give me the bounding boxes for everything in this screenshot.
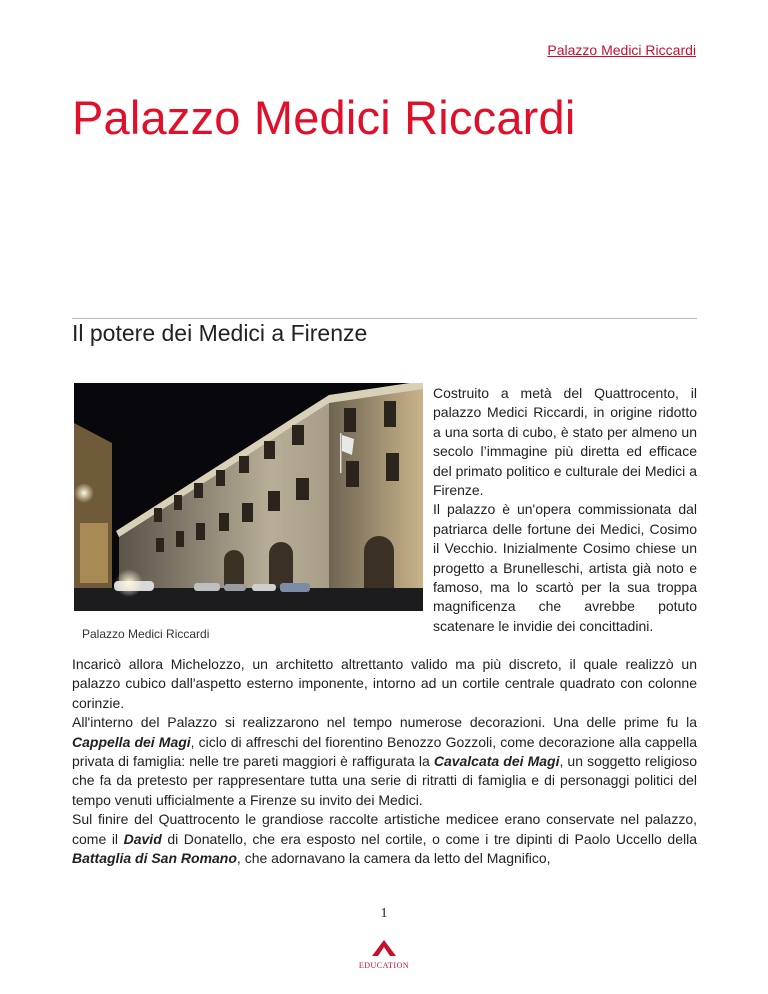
body-paragraph [72,810,697,868]
section-divider [72,318,697,319]
education-logo [355,940,413,970]
emphasis: Cavalcata dei Magi [433,753,560,770]
page-number: 1 [380,906,388,921]
side-paragraph: Costruito a metà del Quattrocento, il palazzo Medici Riccardi, in origine ridotto a una sorta di cubo, è stato per almeno un secolo l’immagine più diretta ed efficace del primato politico e culturale dei Medici a Firenze. [433,385,697,499]
body-paragraph: Incaricò allora Michelozzo, un architetto altrettanto valido ma più discreto, il quale realizzò un palazzo cubico dall'aspetto esterno imponente, intorno ad un cortile centrale quadrato con colonne corinzie. [72,656,697,711]
text-run: di Donatello, che era esposto nel cortile, o come i tre dipinti di Paolo Uccello della [161,830,697,847]
body-text [72,655,697,868]
emphasis: Cappella dei Magi [72,733,191,750]
logo-mark-icon [372,940,396,956]
figure-caption: Palazzo Medici Riccardi [82,627,210,641]
text-run: , ciclo di affreschi del fiorentino Benozzo Gozzoli, come decorazione alla cappella privata di famiglia: nelle tre pareti maggiori è raffigurata la [72,733,697,770]
side-paragraph: Il palazzo è un'opera commissionata dal patriarca delle fortune dei Medici, Cosimo il Vecchio. Inizialmente Cosimo chiese un progetto a Brunelleschi, artista già noto e famoso, ma lo scartò per la sua troppa magnificenza che avrebbe potuto scatenare le invidie dei concittadini. [433,501,697,634]
logo-text: EDUCATION [358,961,410,970]
palazzo-photo [74,383,423,611]
text-run: , che adornavano la camera da letto del Magnifico, [236,850,551,867]
text-run: All'interno del Palazzo si realizzarono nel tempo numerose decorazioni. Una delle prime fu la [72,714,697,731]
body-paragraph [72,713,697,810]
text-run: Sul finire del Quattrocento le grandiose raccolte artistiche medicee erano conservate nel palazzo, come il [72,811,697,847]
section-title: Il potere dei Medici a Firenze [72,320,368,346]
text-run: , un soggetto religioso che fa da pretesto per rappresentare tutta una serie di ritratti di famiglia e di personaggi politici del tempo venuti ufficialmente a Firenze su invito dei Medici. [72,753,697,808]
page-title: Palazzo Medici Riccardi [72,91,576,144]
emphasis: David [123,830,162,847]
side-text [433,384,697,636]
header-link[interactable]: Palazzo Medici Riccardi [547,42,696,58]
emphasis: Battaglia di San Romano [72,850,237,867]
